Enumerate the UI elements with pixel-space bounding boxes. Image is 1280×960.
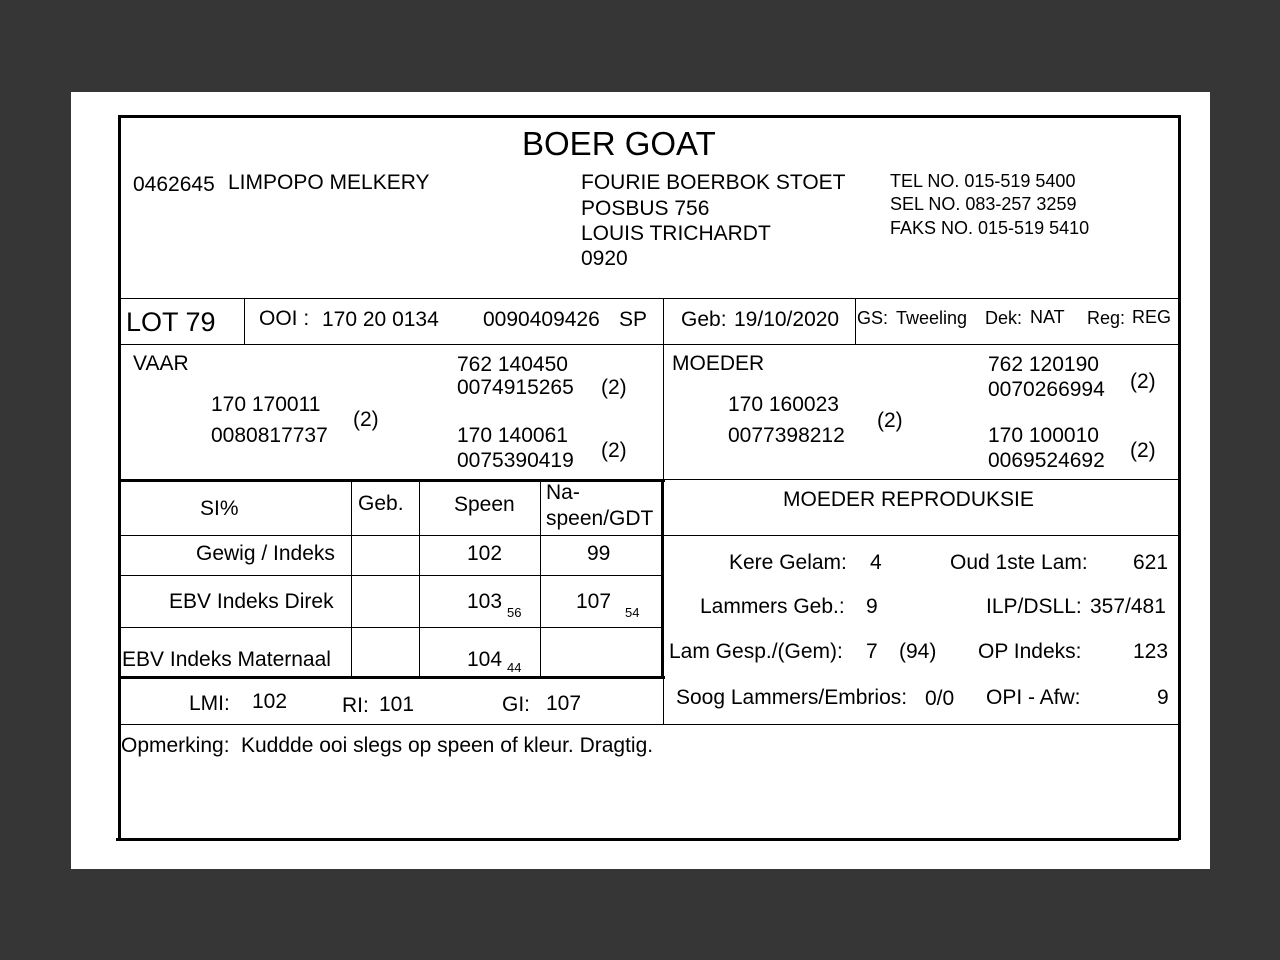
divider xyxy=(118,627,664,628)
sire-grandsire-number: 0074915265 xyxy=(457,376,574,399)
dam-granddam-number: 0069524692 xyxy=(988,449,1105,472)
dam-granddam-id: 170 100010 xyxy=(988,424,1099,447)
row-label-ebv-maternaal: EBV Indeks Maternaal xyxy=(122,648,331,671)
divider xyxy=(118,575,664,576)
row-label-gewig: Gewig / Indeks xyxy=(196,542,335,565)
soog-lammers-value: 0/0 xyxy=(925,687,955,710)
divider xyxy=(118,479,665,482)
op-indeks-label: OP Indeks: xyxy=(978,640,1082,663)
direk-naspeen-value: 107 xyxy=(576,590,612,613)
remark-label: Opmerking: xyxy=(121,734,230,757)
divider xyxy=(118,298,1180,299)
sire-grandsire-count: (2) xyxy=(601,376,627,399)
dek-label: Dek: xyxy=(985,308,1023,328)
postal-box: POSBUS 756 xyxy=(581,197,710,220)
sire-count: (2) xyxy=(353,408,379,431)
dek-value: NAT xyxy=(1030,307,1065,327)
stud-name: FOURIE BOERBOK STOET xyxy=(581,171,846,194)
card-title: BOER GOAT xyxy=(522,125,716,162)
dam-label: MOEDER xyxy=(672,352,765,375)
ri-value: 101 xyxy=(379,693,415,716)
sire-granddam-number: 0075390419 xyxy=(457,449,574,472)
lammers-geb-value: 9 xyxy=(866,595,878,618)
speen-header: Speen xyxy=(454,493,515,516)
gs-label: GS: xyxy=(857,308,889,328)
card-border-top xyxy=(118,115,1181,118)
ooi-label: OOI : xyxy=(259,307,310,330)
grade: SP xyxy=(619,308,648,331)
opi-afw-label: OPI - Afw: xyxy=(986,686,1081,709)
dam-grandsire-count: (2) xyxy=(1130,370,1156,393)
tel-number: TEL NO. 015-519 5400 xyxy=(890,171,1076,191)
remark-text: Kuddde ooi slegs op speen of kleur. Dragtig. xyxy=(241,734,654,757)
dam-grandsire-number: 0070266994 xyxy=(988,378,1105,401)
geb-header: Geb. xyxy=(358,492,404,515)
lam-gesp-value: 7 xyxy=(866,640,878,663)
gi-label: GI: xyxy=(502,693,531,716)
cell-number: SEL NO. 083-257 3259 xyxy=(890,194,1077,214)
op-indeks-value: 123 xyxy=(1133,640,1169,663)
divider xyxy=(855,298,856,344)
sire-granddam-id: 170 140061 xyxy=(457,424,568,447)
lam-gesp-gem-value: (94) xyxy=(899,640,937,663)
ilp-dsll-label: ILP/DSLL: xyxy=(986,595,1082,618)
sire-number: 0080817737 xyxy=(211,424,328,447)
naspeen-header-line2: speen/GDT xyxy=(546,507,654,530)
divider xyxy=(661,480,664,678)
lmi-label: LMI: xyxy=(189,692,230,715)
card-border-bottom xyxy=(116,838,1179,841)
divider xyxy=(118,676,665,679)
maternaal-speen-accuracy: 44 xyxy=(507,660,522,675)
divider xyxy=(118,344,1180,345)
lot-card xyxy=(71,92,1210,869)
dam-count: (2) xyxy=(877,409,903,432)
lam-gesp-label: Lam Gesp./(Gem): xyxy=(669,640,843,663)
dam-id: 170 160023 xyxy=(728,393,839,416)
divider xyxy=(351,482,352,678)
kere-gelam-value: 4 xyxy=(870,551,882,574)
breeder-name: LIMPOPO MELKERY xyxy=(228,171,430,194)
card-border-left xyxy=(118,115,121,840)
dam-number: 0077398212 xyxy=(728,424,845,447)
ri-label: RI: xyxy=(342,694,369,717)
gewig-naspeen-value: 99 xyxy=(587,542,611,565)
reg-value: REG xyxy=(1132,307,1172,327)
divider xyxy=(118,724,1180,725)
gi-value: 107 xyxy=(546,692,582,715)
reg-label: Reg: xyxy=(1087,308,1126,328)
opi-afw-value: 9 xyxy=(1157,686,1169,709)
sire-id: 170 170011 xyxy=(211,393,321,416)
breeder-number: 0462645 xyxy=(133,173,215,196)
direk-naspeen-accuracy: 54 xyxy=(625,605,640,620)
sire-grandsire-id: 762 140450 xyxy=(457,353,568,376)
kere-gelam-label: Kere Gelam: xyxy=(729,551,847,574)
divider xyxy=(244,298,245,344)
dam-grandsire-id: 762 120190 xyxy=(988,353,1099,376)
oud-1ste-lam-label: Oud 1ste Lam: xyxy=(950,551,1088,574)
lmi-value: 102 xyxy=(252,690,288,713)
birth-date: 19/10/2020 xyxy=(734,308,840,331)
birth-label: Geb: xyxy=(681,308,727,331)
direk-speen-accuracy: 56 xyxy=(507,605,522,620)
divider xyxy=(540,482,541,678)
direk-speen-value: 103 xyxy=(467,590,503,613)
postal-code: 0920 xyxy=(581,247,628,270)
gs-value: Tweeling xyxy=(896,308,968,328)
sire-granddam-count: (2) xyxy=(601,439,627,462)
ilp-dsll-value: 357/481 xyxy=(1090,595,1166,618)
gewig-speen-value: 102 xyxy=(467,542,503,565)
dam-granddam-count: (2) xyxy=(1130,439,1156,462)
divider xyxy=(419,482,420,678)
reproduction-title: MOEDER REPRODUKSIE xyxy=(783,488,1034,511)
divider xyxy=(665,479,1180,480)
maternaal-speen-value: 104 xyxy=(467,648,503,671)
oud-1ste-lam-value: 621 xyxy=(1133,551,1169,574)
fax-number: FAKS NO. 015-519 5410 xyxy=(890,218,1090,238)
divider xyxy=(118,535,1180,536)
ooi-id: 170 20 0134 xyxy=(322,308,439,331)
soog-lammers-label: Soog Lammers/Embrios: xyxy=(676,686,908,709)
town: LOUIS TRICHARDT xyxy=(581,222,771,245)
si-header: SI% xyxy=(200,497,239,520)
naspeen-header-line1: Na- xyxy=(546,481,580,504)
sire-label: VAAR xyxy=(133,352,189,375)
registration-number: 0090409426 xyxy=(483,308,600,331)
lammers-geb-label: Lammers Geb.: xyxy=(700,595,845,618)
lot-number: LOT 79 xyxy=(126,307,216,337)
card-border-right xyxy=(1178,115,1181,840)
row-label-ebv-direk: EBV Indeks Direk xyxy=(169,590,334,613)
